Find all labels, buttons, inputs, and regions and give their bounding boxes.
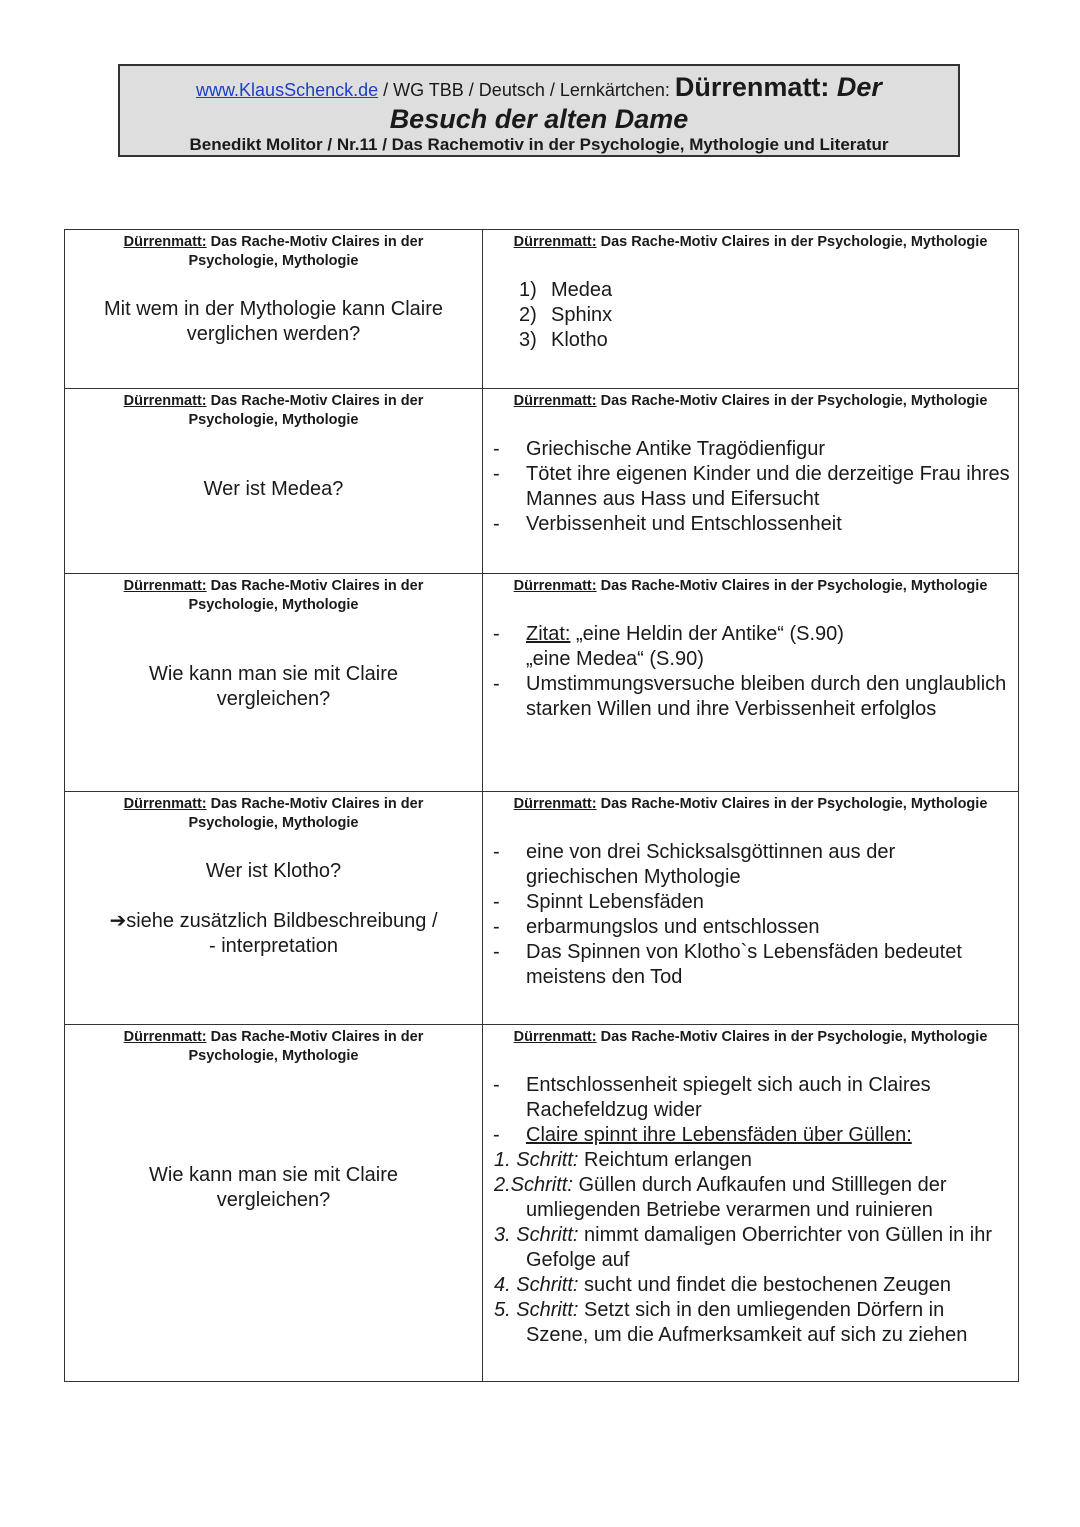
question-cell: [65, 792, 483, 1025]
card-caption: Dürrenmatt: Das Rache-Motiv Claires in der Psychologie, Mythologie: [513, 578, 988, 594]
question-cell: [65, 389, 483, 574]
question-text: Mit wem in der Mythologie kann Claire verglichen werden?: [103, 298, 444, 345]
question-text: Wer ist Medea?: [203, 478, 344, 500]
header-title-italic: Der: [836, 72, 882, 102]
list-item: 2) Sphinx: [519, 304, 613, 326]
question-cell: [65, 1025, 483, 1382]
list-item: - Griechische Antike Tragödienfigur: [493, 438, 826, 460]
flashcard-row: [65, 1025, 1019, 1382]
list-item: - Entschlossenheit spiegelt sich auch in Claires Rachefeldzug wider: [493, 1074, 931, 1121]
header-subtitle: Benedikt Molitor / Nr.11 / Das Rachemotiv in der Psychologie, Mythologie und Literatur: [189, 135, 889, 154]
card-caption: Dürrenmatt: Das Rache-Motiv Claires in der Psychologie, Mythologie: [513, 1029, 988, 1045]
list-item: 3) Klotho: [519, 329, 608, 351]
header-title-line-2: Besuch der alten Dame: [389, 104, 689, 134]
answer-cell: [483, 230, 1019, 389]
flashcard-row: [65, 230, 1019, 389]
list-item: - eine von drei Schicksalsgöttinnen aus der griechischen Mythologie: [493, 841, 896, 888]
card-caption: Dürrenmatt: Das Rache-Motiv Claires in der Psychologie, Mythologie: [123, 393, 424, 428]
card-caption: Dürrenmatt: Das Rache-Motiv Claires in der Psychologie, Mythologie: [123, 234, 424, 269]
card-caption: Dürrenmatt: Das Rache-Motiv Claires in der Psychologie, Mythologie: [513, 393, 988, 409]
step-item: 2.Schritt: Güllen durch Aufkaufen und Stilllegen der umliegenden Betriebe verarmen und ruinieren: [494, 1174, 947, 1221]
answer-list: [483, 622, 1018, 722]
step-item: 1. Schritt: Reichtum erlangen: [494, 1149, 752, 1171]
flashcard-row: [65, 792, 1019, 1025]
card-caption: Dürrenmatt: Das Rache-Motiv Claires in der Psychologie, Mythologie: [123, 796, 424, 831]
website-link[interactable]: www.KlausSchenck.de: [196, 80, 379, 100]
answer-list: [483, 840, 1018, 990]
flashcard-row: [65, 574, 1019, 792]
answer-list: [483, 1073, 1018, 1348]
card-caption: Dürrenmatt: Das Rache-Motiv Claires in der Psychologie, Mythologie: [513, 234, 988, 250]
flashcard-table: [64, 229, 1019, 1382]
header-title-bold: Dürrenmatt:: [674, 72, 837, 102]
question-cell: [65, 574, 483, 792]
quote-label: Zitat:: [526, 623, 571, 645]
question-text: Wie kann man sie mit Claire vergleichen?: [149, 663, 398, 710]
answer-cell: [483, 792, 1019, 1025]
step-item: 3. Schritt: nimmt damaligen Oberrichter von Güllen in ihr Gefolge auf: [494, 1224, 992, 1271]
card-caption: Dürrenmatt: Das Rache-Motiv Claires in der Psychologie, Mythologie: [123, 578, 424, 613]
list-item: - Umstimmungsversuche bleiben durch den unglaublich starken Willen und ihre Verbissenheit erfolglos: [493, 673, 1007, 720]
question-text: Wie kann man sie mit Claire vergleichen?: [149, 1164, 398, 1211]
question-text: Wer ist Klotho?: [205, 860, 342, 882]
list-item: - Spinnt Lebensfäden: [493, 891, 704, 913]
question-note: ➔siehe zusätzlich Bildbeschreibung / - interpretation: [109, 910, 438, 957]
answer-cell: [483, 1025, 1019, 1382]
card-caption: Dürrenmatt: Das Rache-Motiv Claires in der Psychologie, Mythologie: [513, 796, 988, 812]
header-line-1: [120, 72, 958, 105]
document-header: [118, 64, 960, 157]
flashcard-row: [65, 389, 1019, 574]
step-item: 5. Schritt: Setzt sich in den umliegenden Dörfern in Szene, um die Aufmerksamkeit auf sich zu ziehen: [494, 1299, 968, 1346]
list-item: - Zitat: „eine Heldin der Antike“ (S.90) „eine Medea“ (S.90): [493, 623, 844, 670]
answer-list: [483, 437, 1018, 537]
question-cell: [65, 230, 483, 389]
list-item: 1) Medea: [519, 279, 613, 301]
list-item: - erbarmungslos und entschlossen: [493, 916, 820, 938]
answer-cell: [483, 574, 1019, 792]
list-item: - Verbissenheit und Entschlossenheit: [493, 513, 842, 535]
card-caption: Dürrenmatt: Das Rache-Motiv Claires in der Psychologie, Mythologie: [123, 1029, 424, 1064]
answer-cell: [483, 389, 1019, 574]
answer-list: [483, 278, 1018, 353]
list-item: - Tötet ihre eigenen Kinder und die derzeitige Frau ihres Mannes aus Hass und Eifersucht: [493, 463, 1010, 510]
step-item: 4. Schritt: sucht und findet die bestochenen Zeugen: [494, 1274, 951, 1296]
header-path: / WG TBB / Deutsch / Lernkärtchen:: [378, 80, 675, 100]
list-item: - Claire spinnt ihre Lebensfäden über Güllen:: [493, 1124, 912, 1146]
arrow-right-icon: ➔: [109, 910, 127, 932]
list-item: - Das Spinnen von Klotho`s Lebensfäden bedeutet meistens den Tod: [493, 941, 962, 988]
